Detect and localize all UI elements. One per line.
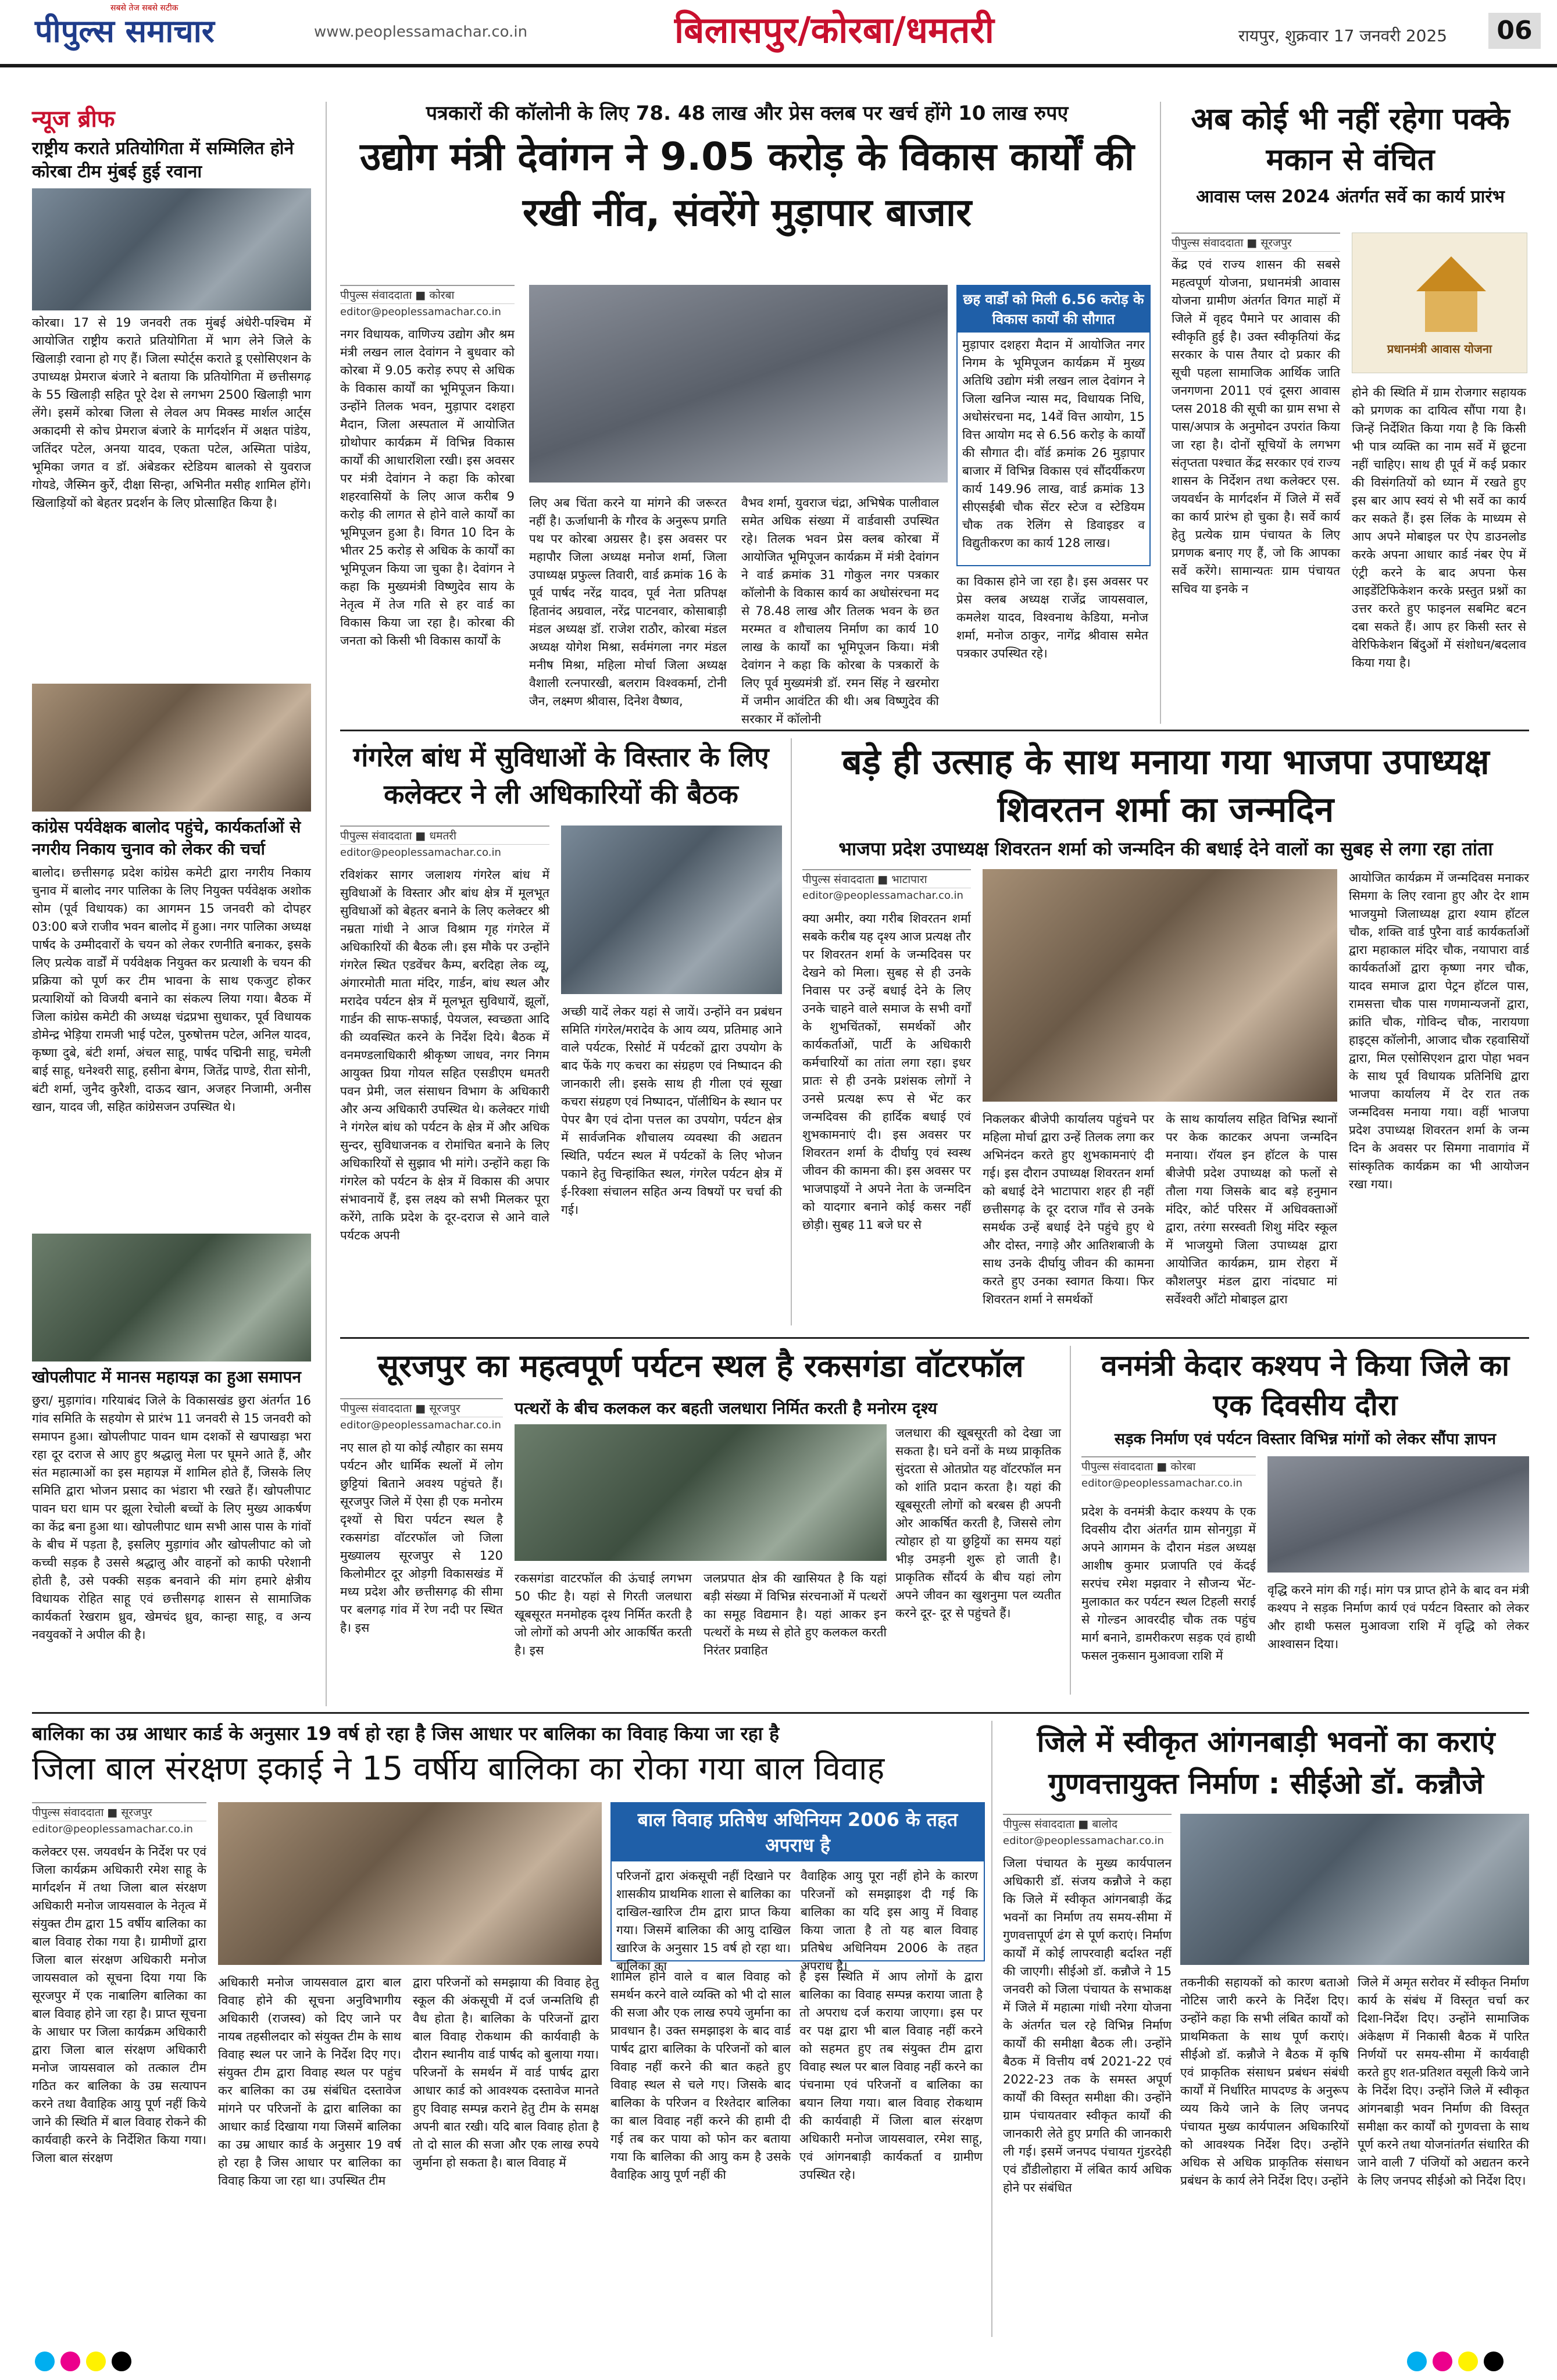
gangrel-byline: पीपुल्स संवाददाता ■ धमतरी: [340, 826, 549, 845]
lead-text-col3: वैभव शर्मा, युवराज चंद्रा, अभिषेक पालीवाल समेत अधिक संख्या में वार्डवासी उपस्थित रहे। तिलक भवन प्रेस क्लब कोरबा में आयोजित भूमिपूजन कार्यक्रम में मंत्री देवांगन ने वार्ड क्रमांक 31 गोकुल नगर पत्रकार कॉलोनी के विकास कार्य का अधोसंरचना मद से 78.48 लाख और तिलक भवन के छत मरम्मत व शौचालय निर्माण का कार्य 10 लाख के कार्यों का भूमिपूजन किया। मंत्री देवांगन ने कहा कि कोरबा के पत्रकारों के लिए पूर्व मुख्यमंत्री डॉ. रमन सिंह ने खरमोरा में जमीन आवंटित की थी। अब विष्णुदेव की सरकार में कॉलोनी: [741, 496, 939, 726]
column-divider: [1070, 1346, 1071, 1695]
child-marriage-byline: पीपुल्स संवाददाता ■ सूरजपुर: [32, 1802, 206, 1821]
house-icon: [1425, 291, 1477, 332]
child-marriage-headline: जिला बाल संरक्षण इकाई ने 15 वर्षीय बालिका का रोका गया बाल विवाह: [32, 1750, 885, 1788]
lead-text-col4: का विकास होने जा रहा है। इस अवसर पर प्रेस क्लब अध्यक्ष राजेंद्र जायसवाल, कमलेश यादव, विश्वनाथ केडिया, मनोज शर्मा, मनोज ठाकुर, नागेंद्र श्रीवास समेत पत्रकार उपस्थित रहे।: [956, 574, 1148, 660]
bjp-text-col3: के साथ कार्यालय सहित विभिन्न स्थानों पर केक काटकर अपना जन्मदिन मनाया। रॉयल इन हॉटल के पास बीजेपी प्रदेश उपाध्यक्ष को फलों से तौला गया जिसके बाद बड़े हनुमान मंदिर, कोर्ट परिसर में अधिवक्ताओं द्वारा, तरंगा सरस्वती शिशु मंदिर स्कूल में भाजयुमो जिला उपाध्यक्ष द्वारा आयोजित कार्यक्रम, ग्राम रोहरा में कौशलपुर मंडल द्वारा नांदघाट मां सर्वेश्वरी आँटो मोबाइल द्वारा: [1166, 1112, 1337, 1306]
child-marriage-email[interactable]: editor@peoplessamachar.co.in: [32, 1823, 193, 1835]
bjp-email[interactable]: editor@peoplessamachar.co.in: [802, 889, 963, 902]
lead-email[interactable]: editor@peoplessamachar.co.in: [340, 306, 501, 318]
news-brief-column: [32, 102, 311, 1706]
waterfall-headline: सूरजपुर का महत्वपूर्ण पर्यटन स्थल है रकसगंडा वॉटरफॉल: [377, 1348, 1024, 1384]
lead-text-col2: लिए अब चिंता करने या मांगने की जरूरत नहीं है। ऊर्जाधानी के गौरव के अनुरूप प्रगति पथ पर कोरबा अग्रसर है। इस अवसर पर महापौर जिला अध्यक्ष मनोज शर्मा, जिला उपाध्यक्ष प्रफुल्ल तिवारी, वार्ड क्रमांक 16 के पूर्व पार्षद नरेंद्र यादव, पूर्व नेता प्रतिपक्ष हितानंद अग्रवाल, नरेंद्र पाटनवार, कोसाबाड़ी मंडल अध्यक्ष डॉ. राजेश राठौर, कोरबा मंडल अध्यक्ष योगेश मिश्रा, सर्वमंगला नगर मंडल मनीष मिश्रा, महिला मोर्चा जिला अध्यक्ष वैशाली रत्नपारखी, बलराम विश्वकर्मा, टोनी जैन, लक्ष्मण श्रीवास, दिनेश वैष्णव,: [529, 496, 727, 708]
anganbadi-text-col2: तकनीकी सहायकों को कारण बताओ नोटिस जारी करने के निर्देश दिए। उन्होंने कहा कि सभी लंबित कार्यों को प्राथमिकता के साथ पूर्ण कराएं। सीईओ डॉ. कन्नौजे ने बैठक में कृषि एवं प्राकृतिक संसाधन प्रबंधन संबंधी कार्यों में निर्धारित मापदण्ड के अनुरूप व्यय किये जाने के लिए जनपद पंचायत मुख्य कार्यपालन अधिकारियों को आवश्यक निर्देश दिए। उन्होंने अधिक से अधिक प्राकृतिक संसाधन प्रबंधन के कार्य लेने निर्देश दिए। उन्होंने: [1180, 1975, 1349, 2188]
child-marriage-text-col3: द्वारा परिजनों को समझाया की विवाह हेतु स्कूल की अंकसूची में दर्ज जन्मतिथि ही वैध होता है। बालिका के परिजनों द्वारा बाल विवाह रोकथाम की कार्यवाही के दौरान स्थानीय वार्ड पार्षद को बुलाया गया। परिजनों के समर्थन में वार्ड पार्षद द्वारा आधार कार्ड को आवश्यक दस्तावेज मानते हुए विवाह सम्पन्न कराने हेतु टीम के समक्ष अपनी बात रखी। यदि बाल विवाह होता है तो दो साल की सजा और एक लाख रुपये जुर्माना हो सकता है। बाल विवाह में: [413, 1975, 599, 2170]
vanmantri-headline: वनमंत्री केदार कश्यप ने किया जिले का एक दिवसीय दौरा: [1101, 1349, 1510, 1422]
section-divider: [32, 1712, 1529, 1714]
gangrel-headline: गंगरेल बांध में सुविधाओं के विस्तार के लिए कलेक्टर ने ली अधिकारियों की बैठक: [353, 741, 769, 810]
black-mark-icon: [112, 2352, 131, 2371]
child-marriage-text-col1: कलेक्टर एस. जयवर्धन के निर्देश पर एवं जिला कार्यक्रम अधिकारी रमेश साहू के मार्गदर्शन में तथा जिला बाल संरक्षण अधिकारी मनोज जायसवाल के नेतृत्व में संयुक्त टीम द्वारा 15 वर्षीय बालिका का बाल विवाह रोका गया है। ग्रामीणों द्वारा जिला बाल संरक्षण अधिकारी मनोज जायसवाल को सूचना दिया गया कि सूरजपुर में एक नाबालिग बालिका का बाल विवाह होने जा रहा है। प्राप्त सूचना के आधार पर जिला कार्यक्रम अधिकारी द्वारा जिला बाल संरक्षण अधिकारी मनोज जायसवाल को तत्काल टीम गठित कर बालिका के उम्र सत्यापन करने तथा वैवाहिक आयु पूर्ण नहीं किये जाने की स्थिति में बाल विवाह रोकने की कार्यवाही करने के निर्देशित किया गया। जिला बाल संरक्षण: [32, 1845, 206, 2165]
waterfall-subheadline: पत्थरों के बीच कलकल कर बहती जलधारा निर्मित करती है मनोरम दृश्य: [515, 1399, 937, 1418]
magenta-mark-icon: [1433, 2352, 1452, 2371]
awas-text-col2: होने की स्थिति में ग्राम रोजगार सहायक को प्रगणक का दायित्व सौंपा गया है। जिन्हें निर्देशित किया गया है कि किसी भी पात्र व्यक्ति का नाम सर्वे में छूटना नहीं चाहिए। साथ ही पूर्व में कई प्रकार की विसंगतियों को ध्यान में रखते हुए इस बार आप स्वयं से भी सर्वे का कार्य कर सकते हैं। इस लिंक के माध्यम से आप अपने मोबाइल पर ऐप डाउनलोड करके अपना आधार कार्ड नंबर ऐप में एंट्री करने के बाद अपना फेस आइडेंटिफिकेशन करके प्रस्तुत प्रश्नों का उत्तर करते हुए फाइनल सबमिट बटन दबा सकते हैं। आप हर किसी स्तर से वेरिफिकेशन बिंदुओं में संशोधन/बदलाव किया गया है।: [1352, 385, 1526, 670]
anganbadi-text-col1: जिला पंचायत के मुख्य कार्यपालन अधिकारी डॉ. संजय कन्नौजे ने कहा कि जिले में स्वीकृत आंगनबाड़ी केंद्र भवनों का निर्माण तय समय-सीमा में गुणवत्तापूर्ण ढंग से पूर्ण कराएं। निर्माण कार्यों में कोई लापरवाही बर्दाश्त नहीं की जाएगी। सीईओ डॉ. कन्नौजे ने 15 जनवरी को जिला पंचायत के सभाकक्ष में जिले में महात्मा गांधी नरेगा योजना के अंतर्गत चल रहे विभिन्न निर्माण कार्यों की समीक्षा बैठक ली। उन्होंने बैठक में वित्तीय वर्ष 2021-22 एवं 2022-23 तक के समस्त अपूर्ण कार्यों की विस्तृत समीक्षा की। उन्होंने ग्राम पंचायतवार स्वीकृत कार्यों की जानकारी लेते हुए प्रगति की जानकारी ली गई। इसमें जनपद पंचायत गुंडरदेही एवं डौंडीलोहारा में लंबित कार्य अधिक होने पर संबंधित: [1003, 1856, 1172, 2195]
magenta-mark-icon: [60, 2352, 80, 2371]
vanmantri-text-col2: वृद्धि करने मांग की गई। मांग पत्र प्राप्त होने के बाद वन मंत्री कश्यप ने सड़क निर्माण कार्य एवं पर्यटन विस्तार को लेकर और हाथी फसल मुआवजा राशि में वृद्धि को लेकर आश्वासन दिया।: [1267, 1583, 1529, 1651]
bjp-birthday-story: [802, 738, 1529, 1325]
anganbadi-text-col3: जिले में अमृत सरोवर में स्वीकृत निर्माण कार्य के संबंध में विस्तृत चर्चा कर दिशा-निर्देश दिए। उन्होंने सामाजिक अंकेक्षण में निकासी बैठक में पारित निर्णयों पर समय-सीमा में कार्यवाही करते हुए शत-प्रतिशत वसूली किये जाने के निर्देश दिए। उन्होंने जिले में स्वीकृत आंगनबाड़ी भवन निर्माण की विस्तृत समीक्षा कर कार्यों को गुणवत्ता के साथ पूर्ण करने तथा योजनांतर्गत संधारित की जाने वाली 7 पंजियों को अद्यतन करने के लिए जनपद सीईओ को निर्देश दिए।: [1358, 1975, 1529, 2188]
lead-story: [340, 99, 1154, 726]
anganbadi-headline: जिले में स्वीकृत आंगनबाड़ी भवनों का कराएं गुणवत्तायुक्त निर्माण : सीईओ डॉ. कन्नौजे: [1037, 1725, 1495, 1800]
six-wards-box: [956, 285, 1151, 566]
vanmantri-email[interactable]: editor@peoplessamachar.co.in: [1081, 1477, 1242, 1489]
act-2006-box-text1: परिजनों द्वारा अंकसूची नहीं दिखाने पर शासकीय प्राथमिक शाला से बालिका का दाखिल-खारिज टीम द्वारा प्राप्त किया गया। जिसमें बालिका की आयु दाखिल खारिज के अनुसार 15 वर्ष हो रहा था। बालिका का: [616, 1869, 791, 1973]
six-wards-box-title: छह वार्डों को मिली 6.56 करोड़ के विकास कार्यों की सौगात: [958, 286, 1149, 333]
child-marriage-text-col4: शामिल होने वाले व बाल विवाह को समर्थन करने वाले व्यक्ति को भी दो साल की सजा और एक लाख रुपये जुर्माना का प्रावधान है। उक्त समझाइश के बाद वार्ड पार्षद द्वारा बालिका के परिजनों को बाल विवाह नहीं करने की बात कहते हुए विवाह स्थल से चले गए। जिसके बाद बालिका के परिजन व रिश्तेदार बालिका का बाल विवाह नहीं करने की हामी दी गई तब कर पाया को फोन कर बताया गया कि बालिका की आयु कम है उसके वैवाहिक आयु पूर्ण नहीं की: [610, 1970, 791, 2182]
awas-headline: अब कोई भी नहीं रहेगा पक्के मकान से वंचित: [1191, 102, 1510, 177]
act-2006-box-title: बाल विवाह प्रतिषेध अधिनियम 2006 के तहत अपराध है: [612, 1803, 984, 1861]
bjp-subheadline: भाजपा प्रदेश उपाध्यक्ष शिवरतन शर्मा को जन्मदिन की बधाई देने वालों का सुबह से लगा रहा तांता: [838, 838, 1493, 860]
house-roof-icon: [1416, 256, 1486, 291]
brief-label: न्यूज ब्रीफ: [32, 106, 115, 133]
gangrel-email[interactable]: editor@peoplessamachar.co.in: [340, 846, 501, 859]
child-marriage-text-col2: अधिकारी मनोज जायसवाल द्वारा बाल विवाह होने की सूचना अनुविभागीय अधिकारी (राजस्व) को दिए जाने पर नायब तहसीलदार को संयुक्त टीम के साथ विवाह स्थल पर जाने के निर्देश दिए गए। संयुक्त टीम द्वारा विवाह स्थल पर पहुंच कर बालिका का उम्र संबंधित दस्तावेज मांगने पर परिजनों के द्वारा बालिका का आधार कार्ड दिखाया गया जिसमें बालिका का उम्र आधार कार्ड के अनुसार 19 वर्ष हो रहा है जिस आधार पर बालिका का विवाह किया जा रहा था। उपस्थित टीम: [218, 1975, 401, 2188]
cyan-mark-icon: [1407, 2352, 1427, 2371]
awas-yojana-logo: [1352, 233, 1527, 373]
section-title: बिलासपुर/कोरबा/धमतरी: [674, 9, 994, 51]
bjp-text-col1: क्या अमीर, क्या गरीब शिवरतन शर्मा सबके करीब यह दृश्य आज प्रत्यक्ष तौर पर शिवरतन शर्मा के जन्मदिवस पर देखने को मिला। सुबह से ही उनके निवास पर उन्हें बधाई देने के लिए उनके चाहने वाले समाज के सभी वर्गों के शुभचिंतकों, समर्थकों और कार्यकर्ताओं, पार्टी के अधिकारी कर्मचारियों का तांता लगा रहा। इधर प्रातः से ही उनके प्रशंसक लोगों ने उनसे प्रत्यक्ष रूप से भेंट कर जन्मदिवस की हार्दिक बधाई एवं शुभकामनाएं दी। इस अवसर पर शिवरतन शर्मा के दीर्घायु एवं स्वस्थ जीवन की कामना की। इस अवसर पर भाजपाइयों ने अपने नेता के जन्मदिन को यादगार बनाने कोई कसर नहीं छोड़ी। सुबह 11 बजे घर से: [802, 912, 971, 1232]
anganbadi-byline: पीपुल्स संवाददाता ■ बालोद: [1003, 1814, 1172, 1833]
column-divider: [991, 1721, 992, 2337]
child-marriage-story: [32, 1721, 983, 2337]
waterfall-text-col1: नए साल हो या कोई त्यौहार का समय पर्यटन और धार्मिक स्थलों में लोग छुट्टियां बिताने अवश्य पहुंचते हैं। सूरजपुर जिले में ऐसा ही एक मनोरम दृश्यों से घिरा पर्यटन स्थल है रकसगंडा वॉटरफॉल जो जिला मुख्यालय सूरजपुर से 120 किलोमीटर दूर ओड़गी विकासखंड में मध्य प्रदेश और छत्तीसगढ़ की सीमा पर बलगढ़ गांव में रेण नदी पर स्थित है। इस: [340, 1441, 503, 1635]
karate-team-photo: [32, 188, 311, 310]
brief-manas-text: छुरा/ मुड़ागांव। गरियाबंद जिले के विकासखंड छुरा अंतर्गत 16 गांव समिति के सहयोग से प्रारंभ 11 जनवरी से 15 जनवरी को समापन हुआ। खोपलीपाट पावन धाम दशकों से खपाखड़ा भरा रहा दूर दराज से आए हुए श्रद्धालु मेला पर घूमने आते हैं, और संत महात्माओं का इस महायज्ञ में शामिल होते हैं, जिसके लिए समिति द्वारा भोजन प्रसाद का भंडारा भी रखते हैं। खोपलीपाट पावन घरा धाम पर झूला रेचोली बच्चों के लिए मुख्य आकर्षण का केंद्र बना हुआ था। खोपलीपाट धाम सभी आस पास के गांवों के बीच में पड़ता है, इसलिए मुड़ागांव और खोपलीपाट को जो कच्ची सड़क है उससे श्रद्धालु और वाहनों को काफी परेशानी होती है, उसे पक्की सड़क बनवाने की मांग हमारे क्षेत्रीय विधायक रोहित साहू एवं छत्तीसगढ़ शासन से सामाजिक कार्यकर्ता रेखराम ध्रुव, खेमचंद ध्रुव, कान्हा साहू, व अन्य नवयुवकों ने अपील की है।: [32, 1393, 311, 1642]
cyan-mark-icon: [35, 2352, 55, 2371]
vanmantri-byline: पीपुल्स संवाददाता ■ कोरबा: [1081, 1456, 1256, 1475]
column-divider: [326, 102, 327, 1706]
awas-logo-text: प्रधानमंत्री आवास योजना: [1387, 342, 1492, 356]
brief-congress-headline: कांग्रेस पर्यवेक्षक बालोद पहुंचे, कार्यकर्ताओं से नगरीय निकाय चुनाव को लेकर की चर्चा: [32, 817, 301, 859]
waterfall-email[interactable]: editor@peoplessamachar.co.in: [340, 1419, 501, 1431]
waterfall-text-col4: जलधारा की खूबसूरती को देखा जा सकता है। घने वनों के मध्य प्राकृतिक सुंदरता से ओतप्रोत यह वॉटरफॉल मन को शांति प्रदान करता है। यहां की खूबसूरती लोगों को बरबस ही अपनी ओर आकर्षित करती है, जिससे लोग त्योहार हो या छुट्टियों का समय यहां भीड़ उमड़नी शुरू हो जाती है। प्राकृतिक सौंदर्य के बीच यहां लोग अपने जीवन का खुशनुमा पल व्यतीत करने दूर- दूर से पहुंचते हैं।: [895, 1426, 1061, 1620]
section-divider: [340, 1337, 1529, 1339]
awas-byline: पीपुल्स संवाददाता ■ सूरजपुर: [1172, 233, 1340, 252]
anganbadi-meeting-photo: [1180, 1814, 1529, 1965]
bhoomipujan-photo: [529, 285, 948, 483]
section-divider: [340, 730, 1529, 731]
gangrel-text-col2: अच्छी यादें लेकर यहां से जायें। उन्होंने वन प्रबंधन समिति गंगरेल/मरादेव के आय व्यय, प्रतिमाह आने वाले पर्यटक, रिसोर्ट में पर्यटकों द्वारा उपयोग के बाद फेंके गए कचरा का संग्रहण एवं निष्पादन की जानकारी ली। इसके साथ ही गीला एवं सूखा कचरा संग्रहण एवं निष्पादन, पॉलीथिन के स्थान पर पेपर बैग एवं दोना पत्तल का उपयोग, पर्यटन क्षेत्र में सार्वजनिक शौचालय व्यवस्था की अद्यतन स्थिति, पर्यटन स्थल में पर्यटकों के लिए भोजन पकाने हेतु चिन्हांकित स्थल, गंगरेल पर्यटन क्षेत्र में ई-रिक्शा संचालन सहित अन्य विषयों पर चर्चा की गई।: [561, 1005, 782, 1217]
bjp-byline: पीपुल्स संवाददाता ■ भाटापारा: [802, 869, 971, 888]
page-number: 06: [1488, 13, 1541, 49]
brief-manas-headline: खोपलीपाट में मानस महायज्ञ का हुआ समापन: [32, 1367, 301, 1386]
waterfall-photo: [515, 1424, 887, 1561]
yellow-mark-icon: [1458, 2352, 1478, 2371]
black-mark-icon: [1484, 2352, 1504, 2371]
act-2006-box: [610, 1802, 985, 1973]
brief-congress-text: बालोद। छत्तीसगढ़ प्रदेश कांग्रेस कमेटी द्वारा नगरीय निकाय चुनाव में बालोद नगर पालिका के लिए नियुक्त पर्यवेक्षक अशोक सोम (पूर्व विधायक) का आगमन 15 जनवरी को दोपहर 03:00 बजे राजीव भवन बालोद में हुआ। नगर पालिका अध्यक्ष पार्षद के उम्मीदवारों के चयन को लेकर रणनीति बनाकर, इसके लिए प्रत्येक वार्डों में पर्यवेक्षक नियुक्त कर प्रत्याशी के चयन की प्रक्रिया को पूर्ण कर टीम भावना के साथ एकजुट होकर प्रत्याशियों को विजयी बनाने का संकल्प लिया गया। बैठक में जिला कांग्रेस कमेटी की अध्यक्ष चंद्रप्रभा सुधाकर, पूर्व विधायक डोमेन्द्र भेड़िया रामजी भाई पटेल, पुरुषोत्तम पटेल, अनिल यादव, कृष्णा दुबे, बंटी शर्मा, अंचल साहू, पार्षद पद्मिनी साहू, चमेली बाई साहू, धनेश्वरी साहू, हसीना बेगम, जितेंद्र पाण्डे, रीता सोनी, बंटी शर्मा, जुनैद कुरैशी, दाऊद खान, अजहर निजामी, अनीस खान, यादव जी, सहित कांग्रेसजन उपस्थित थे।: [32, 866, 311, 1114]
child-marriage-text-col5: है इस स्थिति में आप लोगों के द्वारा बालिका का विवाह सम्पन्न कराया जाता है तो अपराध दर्ज कराया जाएगा। इस पर वर पक्ष द्वारा भी बाल विवाह नहीं करने को सहमत हुए तब संयुक्त टीम द्वारा विवाह स्थल पर बाल विवाह नहीं करने का पंचनामा एवं परिजनों व बालिका का बयान लिया गया। बाल विवाह रोकथाम की कार्यवाही में जिला बाल संरक्षण अधिकारी मनोज जायसवाल, रमेश साहू, एवं आंगनबाड़ी कार्यकर्ता व ग्रामीण उपस्थित रहे।: [799, 1970, 983, 2182]
brief-karate-text: कोरबा। 17 से 19 जनवरी तक मुंबई अंधेरी-पश्चिम में आयोजित राष्ट्रीय कराते प्रतियोगिता में भाग लेने जिले के खिलाड़ी रवाना हो गए हैं। जिला स्पोर्ट्स कराते डू एसोसिएशन के उपाध्यक्ष प्रेमराज बंजारे ने बताया कि प्रतियोगिता में छत्तीसगढ़ के 55 खिलाड़ी सहित पूरे देश से लगभग 2500 खिलाड़ी भाग लेंगे। इसमें कोरबा जिला से लेवल अप मिक्स्ड मार्शल आर्ट्स अकादमी से कोच प्रेमराज बंजारे के मार्गदर्शन में अक्षत पांडेय, जतिंदर पटेल, अनया यादव, एकता पटेल, अस्मिता पांडेय, भूमिका जगत व डॉ. अंबेडकर स्टेडियम बालको से युवराज गोयडे, जैस्मिन कुर्रे, दीक्षा सिन्हा, अभिनीत मसीह शामिल होंगे। खिलाड़ियों को बेहतर प्रदर्शन के लिए प्रोत्साहित किया है।: [32, 316, 311, 510]
manas-yagya-photo: [32, 1234, 311, 1361]
issue-date: रायपुर, शुक्रवार 17 जनवरी 2025: [1238, 26, 1448, 45]
waterfall-text-col2: रकसगंडा वाटरफॉल की ऊंचाई लगभग 50 फीट है। यहां से गिरती जलधारा खूबसूरत मनमोहक दृश्य निर्मित करती है जो लोगों को अपनी ओर आकर्षित करती है। इस: [515, 1571, 692, 1657]
lead-byline: पीपुल्स संवाददाता ■ कोरबा: [340, 285, 515, 304]
vanmantri-subheadline: सड़क निर्माण एवं पर्यटन विस्तार विभिन्न मांगों को लेकर सौंपा ज्ञापन: [1114, 1430, 1497, 1448]
anganbadi-email[interactable]: editor@peoplessamachar.co.in: [1003, 1835, 1164, 1847]
act-2006-box-text2: वैवाहिक आयु पूरा नहीं होने के कारण परिजनों को समझाइश दी गई कि बालिका का यदि इस आयु में विवाह किया जाता है तो यह बाल विवाह प्रतिषेध अधिनियम 2006 के तहत अपराध है।: [801, 1869, 978, 1973]
six-wards-box-text: मुड़ापार दशहरा मैदान में आयोजित नगर निगम के भूमिपूजन कार्यक्रम में मुख्य अतिथि उद्योग मंत्री लखन लाल देवांगन ने जिला खनिज न्यास मद, विधायक निधि, अधोसंरचना मद, 14वें वित्त आयोग, 15 वित्त आयोग मद से 6.56 करोड़ के कार्यों की सौगात दी। वॉर्ड क्रमांक 26 मुड़ापार बाजार में विभिन्न विकास एवं सौंदर्यीकरण कार्य 149.96 लाख, वार्ड क्रमांक 13 सीएसईबी चौक सेंटर स्टेज व स्टेडियम चौक तक रेलिंग से डिवाइडर व विद्युतीकरण का कार्य 128 लाख।: [962, 338, 1145, 550]
awas-text-col1: केंद्र एवं राज्य शासन की सबसे महत्वपूर्ण योजना, प्रधानमंत्री आवास योजना ग्रामीण अंतर्गत विगत माहों में जिले में वृहद पैमाने पर आवास की स्वीकृति हुई है। उक्त स्वीकृतियां केंद्र सरकार के पास तैयार दो प्रकार की सूची पहला सामाजिक आर्थिक जाति जनगणना 2011 एवं दूसरा आवास प्लस 2018 की सूची का ग्राम सभा से पास/अपात्र के अनुमोदन उपरांत किया जा रहा है। दोनों सूचियों के लगभग संतृप्तता पश्चात केंद्र सरकार एवं राज्य शासन के निर्देशन तथा कलेक्टर एस. जयवर्धन के मार्गदर्शन में जिले में सर्वे का कार्य प्रारंभ हो चुका है। सर्वे कार्य हेतु प्रत्येक ग्राम पंचायत के लिए प्रगणक बनाए गए हैं, जो कि आपका सर्वे करेंगे। सामान्यतः ग्राम पंचायत सचिव या इनके न: [1172, 258, 1340, 596]
lead-headline: उद्योग मंत्री देवांगन ने 9.05 करोड़ के विकास कार्यों की रखी नींव, संवरेंगे मुड़ापार बाजार: [360, 134, 1134, 235]
awas-subheadline: आवास प्लस 2024 अंतर्गत सर्वे का कार्य प्रारंभ: [1196, 187, 1505, 207]
waterfall-byline: पीपुल्स संवाददाता ■ सूरजपुर: [340, 1398, 503, 1417]
lead-kicker: पत्रकारों की कॉलोनी के लिए 78. 48 लाख और प्रेस क्लब पर खर्च होंगे 10 लाख रुपए: [426, 102, 1069, 125]
masthead: [0, 0, 1557, 67]
print-registration-marks: [35, 2352, 137, 2374]
newspaper-logo: पीपुल्स समाचार सबसे तेज सबसे सटीक: [35, 3, 215, 49]
congress-meeting-photo: [32, 684, 311, 812]
bjp-headline: बड़े ही उत्साह के साथ मनाया गया भाजपा उपाध्यक्ष शिवरतन शर्मा का जन्मदिन: [842, 742, 1490, 830]
child-marriage-kicker: बालिका का उम्र आधार कार्ड के अनुसार 19 वर्ष हो रहा है जिस आधार पर बालिका का विवाह किया जा रहा है: [32, 1723, 780, 1745]
child-marriage-photo: [218, 1802, 602, 1965]
bjp-text-col4: आयोजित कार्यक्रम में जन्मदिवस मनाकर सिमगा के लिए रवाना हुए और देर शाम भाजयुमो जिलाध्यक्ष द्वारा श्याम हॉटल चौक, शक्ति वार्ड पुरैना वार्ड कार्यकर्ताओं द्वारा महाकाल मंदिर चौक, नयापारा वार्ड कार्यकर्ताओं द्वारा कृष्णा नगर चौक, यादव समाज द्वारा पेट्रन हॉटल पास, रामसत्ता चौक पास गणमान्यजनों द्वारा, क्रांति चौक, गोविन्द चौक, नारायणा हाइट्स कॉलोनी, आजाद चौक रहवासियों द्वारा, मिल एसोसिएशन द्वारा पोहा भवन के साथ पूर्व विधायक प्रतिनिधि द्वारा भाजपा कार्यालय में देर रात तक जन्मदिवस मनाया गया। वहीं भाजपा प्रदेश उपाध्यक्ष शिवरतन शर्मा के जन्म दिन के अवसर पर सिमगा नावागांव में सांस्कृतिक कार्यक्रम का भी आयोजन रखा गया।: [1349, 871, 1529, 1191]
column-divider: [1160, 102, 1161, 724]
birthday-celebration-photo: [983, 869, 1337, 1102]
gangrel-story: [340, 738, 782, 1325]
waterfall-story: [340, 1346, 1061, 1695]
column-divider: [791, 738, 792, 1325]
website-url[interactable]: www.peoplessamachar.co.in: [314, 23, 528, 41]
gangrel-text-col1: रविशंकर सागर जलाशय गंगरेल बांध में सुविधाओं के विस्तार और बांध क्षेत्र में मूलभूत सुविधाओं को बेहतर बनाने के लिए कलेक्टर श्री नम्रता गांधी ने आज विश्राम गृह गंगरेल में अधिकारियों की बैठक ली। इस मौके पर उन्होंने गंगरेल स्थित एडवेंचर कैम्प, बरदिहा लेक व्यू, अंगारमोती माता मंदिर, गार्डन, बांध स्थल और मरादेव पर्यटन क्षेत्र में मूलभूत सुविधायें, झूलों, गार्डन की साफ-सफाई, पेयजल, स्वच्छता आदि की व्यवस्थित करने के निर्देश दिये। बैठक में वनमण्डलाधिकारी श्रीकृष्ण जाधव, नगर निगम आयुक्त प्रिया गोयल सहित एसडीएम धमतरी पवन प्रेमी, जल संसाधन विभाग के अधिकारी और अन्य अधिकारी उपस्थित थे। कलेक्टर गांधी ने गंगरेल बांध को पर्यटन के क्षेत्र में और अधिक सुन्दर, सुविधाजनक व रोमांचित बनाने के लिए अधिकारियों से सुझाव भी मांगे। उन्होंने कहा कि गंगरेल को पर्यटन के क्षेत्र में विकास की अपार संभावनायें हैं, इस लक्ष्य को सभी मिलकर पूरा करेंगे, ताकि प्रदेश के दूर-दराज से आने वाले पर्यटक अपनी: [340, 868, 549, 1242]
vanmantri-text-col1: प्रदेश के वनमंत्री केदार कश्यप के एक दिवसीय दौरा अंतर्गत ग्राम सोनगुड़ा में अपने आगमन के दौरान मंडल अध्यक्ष आशीष कुमार प्रजापति एवं केंदई सरपंच रमेश मझवार ने सौजन्य भेंट-मुलाकात कर पर्यटन स्थल टिहली सराई से गोल्डन आवरदीह चौक तक पहुंच मार्ग बनाने, डामरीकरण सड़क एवं हाथी फसल नुकसान मुआवजा राशि में: [1081, 1505, 1256, 1663]
logo-tagline: सबसे तेज सबसे सटीक: [110, 3, 178, 13]
brief-karate-headline: राष्ट्रीय कराते प्रतियोगिता में सम्मिलित होने कोरबा टीम मुंबई हुई रवाना: [32, 138, 294, 182]
gangrel-meeting-photo: [561, 826, 782, 994]
waterfall-text-col3: जलप्रपात क्षेत्र की खासियत है कि यहां बड़ी संख्या में विभिन्न संरचनाओं में पत्थरों का समूह विद्यमान है। यहां आकर इन पत्थरों के मध्य से होते हुए कलकल करती निरंतर प्रवाहित: [703, 1571, 887, 1657]
bjp-text-col2: निकलकर बीजेपी कार्यालय पहुंचने पर महिला मोर्चा द्वारा उन्हें तिलक लगा कर अभिनंदन करते हुए शुभकामनाएं दी गई। इस दौरान उपाध्यक्ष शिवरतन शर्मा को बधाई देने भाटापारा शहर ही नहीं छत्तीसगढ़ के दूर दराज गाँव से उनके समर्थक उन्हें बधाई देने पहुंचे हुए थे और दोस्त, नगाड़े और आतिशबाजी के साथ उनके दीर्घायु जीवन की कामना करते हुए उनका स्वागत किया। फिर शिवरतन शर्मा ने समर्थकों: [983, 1112, 1154, 1306]
lead-text-col1: नगर विधायक, वाणिज्य उद्योग और श्रम मंत्री लखन लाल देवांगन ने बुधवार को कोरबा में 9.05 करोड़ रुपए से अधिक के विकास कार्यों का भूमिपूजन किया। उन्होंने तिलक भवन, मुड़ापार दशहरा मैदान, जिला अस्पताल में आयोजित ग्रोथोपार कार्यक्रम में विभिन्न विकास कार्यों की आधारशिला रखी। इस अवसर पर मंत्री देवांगन ने कहा कि कोरबा शहरवासियों के लिए आज करीब 9 करोड़ की लागत से होने वाले कार्यों का भूमिपूजन हुआ है। विगत 10 दिन के भीतर 25 करोड़ से अधिक के कार्यों का भूमिपूजन किया जा चुका है। देवांगन ने कहा कि मुख्यमंत्री विष्णुदेव साय के नेतृत्व में तेज गति से हर वार्ड का विकास किया जा रहा है। कोरबा की जनता को किसी भी विकास कार्यों के: [340, 327, 515, 648]
print-registration-marks: [1407, 2352, 1509, 2374]
vanmantri-story: [1081, 1346, 1529, 1695]
yellow-mark-icon: [86, 2352, 106, 2371]
awas-story: [1172, 99, 1529, 721]
vanmantri-meeting-photo: [1267, 1456, 1529, 1573]
anganbadi-story: [1003, 1721, 1529, 2337]
